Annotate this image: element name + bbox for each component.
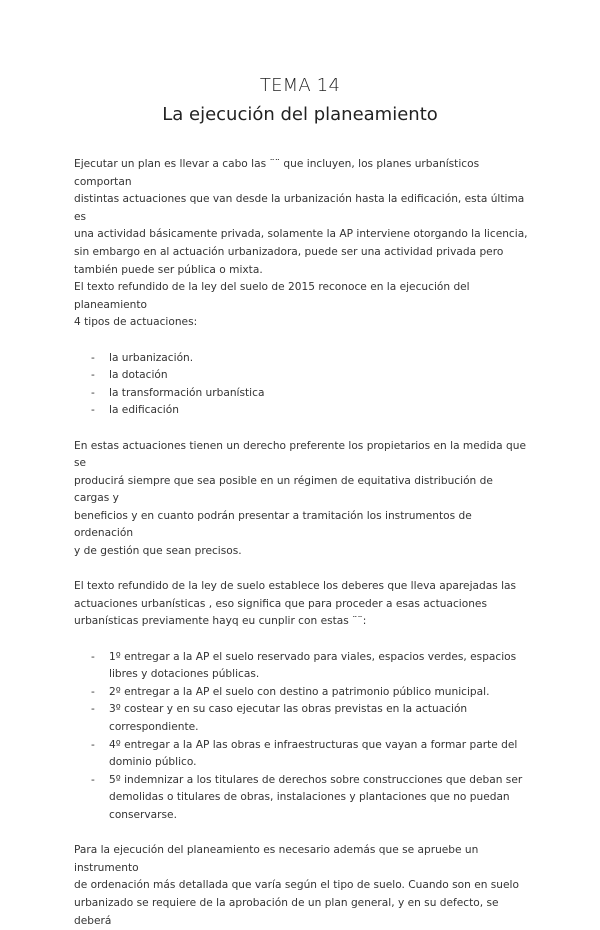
text-line: correspondiente. bbox=[109, 721, 199, 733]
text-line: Para la ejecución del planeamiento es necesario además que se apruebe un instrumento bbox=[74, 844, 479, 874]
paragraph-ejecucion bbox=[74, 842, 530, 930]
actuaciones-list bbox=[74, 350, 530, 420]
text-line: sin embargo en al actuación urbanizadora, puede ser una actividad privada pero bbox=[74, 245, 504, 258]
list-item: - la dotación bbox=[74, 367, 530, 385]
text-line: distintas actuaciones que van desde la urbanización hasta la edificación, esta última es bbox=[74, 193, 525, 223]
text-line: - 1º entregar a la AP el suelo reservado para viales, espacios verdes, espacios bbox=[109, 650, 517, 663]
list-item: - la edificación bbox=[74, 402, 530, 420]
text-line: El texto refundido de la ley de suelo establece los deberes que lleva aparejadas las bbox=[74, 580, 517, 593]
spacer bbox=[74, 631, 530, 649]
text-line: El texto refundido de la ley del suelo de 2015 reconoce en la ejecución del planeamiento bbox=[74, 281, 470, 311]
page-subtitle: La ejecución del planeamiento bbox=[162, 104, 438, 125]
spacer bbox=[74, 561, 530, 579]
text-line: - 5º indemnizar a los titulares de derechos sobre construcciones que deban ser bbox=[109, 773, 523, 786]
title-block bbox=[0, 74, 600, 128]
list-item: - la transformación urbanística bbox=[74, 385, 530, 403]
text-line: producirá siempre que sea posible en un régimen de equitativa distribución de cargas y bbox=[74, 474, 493, 505]
text-line: libres y dotaciones públicas. bbox=[109, 668, 260, 681]
text-line: beneficios y en cuanto podrán presentar a tramitación los instrumentos de ordenación bbox=[74, 509, 472, 540]
text-line: En estas actuaciones tienen un derecho preferente los propietarios en la medida que se bbox=[74, 439, 526, 470]
list-item bbox=[74, 701, 530, 736]
text-line: también puede ser pública o mixta. bbox=[74, 263, 263, 276]
paragraph-deberes bbox=[74, 578, 530, 631]
text-line: - 3º costear y en su caso ejecutar las obras previstas en la actuación bbox=[109, 703, 468, 716]
text-line: y de gestión que sean precisos. bbox=[74, 545, 242, 558]
list-item bbox=[74, 772, 530, 825]
text-line: urbanizado se requiere de la aprobación de un plan general, y en su defecto, se deberá bbox=[74, 896, 499, 927]
spacer bbox=[74, 825, 530, 843]
list-item bbox=[74, 684, 530, 702]
text-line: demolidas o titulares de obras, instalaciones y plantaciones que no puedan bbox=[109, 791, 510, 804]
text-line: - 2º entregar a la AP el suelo con destino a patrimonio público municipal. bbox=[109, 685, 490, 698]
text-line: de ordenación más detallada que varía según el tipo de suelo. Cuando son en suelo bbox=[74, 879, 519, 892]
deberes-list bbox=[74, 649, 530, 825]
text-line: - 4º entregar a la AP las obras e infraestructuras que vayan a formar parte del bbox=[109, 738, 518, 751]
paragraph-texto-refundido bbox=[74, 279, 530, 332]
page-title: TEMA 14 bbox=[259, 75, 341, 96]
paragraph-derecho-preferente bbox=[74, 438, 530, 561]
text-line: 4 tipos de actuaciones: bbox=[74, 316, 198, 329]
text-line: actuaciones urbanísticas , eso significa que para proceder a esas actuaciones bbox=[74, 597, 487, 610]
text-line: una actividad básicamente privada, solamente la AP interviene otorgando la licencia, bbox=[74, 228, 528, 241]
text-line: Ejecutar un plan es llevar a cabo las ¨¨ que incluyen, los planes urbanísticos comportan bbox=[74, 158, 480, 188]
text-line: urbanísticas previamente hayq eu cunplir con estas ¨¨: bbox=[74, 615, 367, 628]
spacer bbox=[74, 332, 530, 350]
list-item: - la urbanización. bbox=[74, 350, 530, 368]
text-line: dominio público. bbox=[109, 756, 197, 769]
spacer bbox=[74, 420, 530, 438]
list-item bbox=[74, 737, 530, 772]
text-line: conservarse. bbox=[109, 808, 177, 821]
paragraph-intro bbox=[74, 156, 530, 279]
document-body bbox=[74, 156, 530, 930]
list-item bbox=[74, 649, 530, 684]
